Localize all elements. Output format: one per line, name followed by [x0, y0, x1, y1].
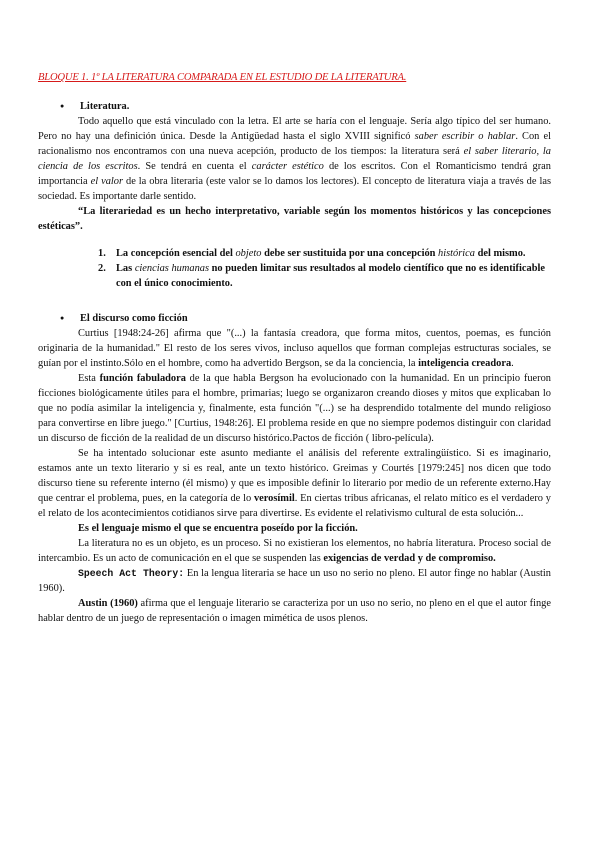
paragraph-funcion-fabuladora: Esta función fabuladora de la que habla Bergson ha evolucionado con la humanidad. En un principio fueron ficciones biológicamente útiles para el hombre, primarias; luego se organizaron creando dioses y mitos que explicaban lo que no podía asimilar la inteligencia y, finalmente, esta función "(...) se ha desprendido totalmente del mundo religioso para convertirse en libre juego." [Curtius, 1948:26]. El problema reside en que no siempre podemos distinguir con claridad un discurso de ficción de la realidad de un discurso histórico.Pactos de ficción ( libro-película). — [38, 373, 551, 444]
paragraph-literatura: Todo aquello que está vinculado con la letra. El arte se haría con el lenguaje. Sería algo típico del ser humano. Pero no hay una definición única. Desde la Antigüedad hasta el siglo XVIII significó saber escribir o hablar. Con el racionalismo nos encontramos con una nueva acepción, producto de los tiempos: la literatura será el saber literario, la ciencia de los escritos. Se tendrá en cuenta el carácter estético de los escritos. Con el Romanticismo tendrá gran importancia el valor de la obra literaria (este valor se lo damos los lectores). El concepto de literatura viaja a través de las sociedad. Es importante darle sentido. — [38, 116, 552, 202]
list-item: 2. Las ciencias humanas no pueden limitar sus resultados al modelo científico que no es identificable con el único conocimiento. — [98, 263, 545, 289]
paragraph-lenguaje-ficcion: Es el lenguaje mismo el que se encuentra poseído por la ficción. — [78, 523, 358, 534]
list-item: 1. La concepción esencial del objeto debe ser sustituida por una concepción histórica del mismo. — [98, 248, 526, 259]
page-title: BLOQUE 1. 1º LA LITERATURA COMPARADA EN EL ESTUDIO DE LA LITERATURA. — [38, 72, 407, 83]
paragraph-referente: Se ha intentado solucionar este asunto mediante el análisis del referente extralingüístico. Si es imaginario, estamos ante un texto literario y si es real, ante un texto histórico. Greimas y Courtés [1979:245] nos dicen que todo discurso tiene su referente interno (él mismo) y que es imposible definir lo literario por medio de un referente externo.Hay que centrar el problema, pues, en la categoría de lo verosímil. En ciertas tribus africanas, el relato mítico es el verdadero y el relato de los acontecimientos cotidianos sirve para divertirse. Es evidente el relativismo cultural de esta solución... — [38, 448, 551, 519]
section-heading-literatura: ● Literatura. — [38, 99, 551, 114]
paragraph-curtius: Curtius [1948:24-26] afirma que "(...) la fantasía creadora, que forma mitos, cuentos, poemas, es función originaria de la humanidad." El resto de los seres vivos, incluso aquellos que forman complejas estructuras sociales, se guían por el instinto.Sólo en el hombre, como ha advertido Bergson, se da la conciencia, la inteligencia creadora. — [38, 328, 551, 369]
paragraph-proceso: La literatura no es un objeto, es un proceso. Si no existieran los elementos, no habría literatura. Proceso social de intercambio. Es un acto de comunicación en el que se suspenden las exigencias de verdad y de compromiso. — [38, 538, 551, 564]
paragraph-speech-act: Speech Act Theory: En la lengua literaria se hace un uso no serio no pleno. El autor finge no hablar (Austin 1960). — [38, 568, 551, 594]
paragraph-austin: Austin (1960) afirma que el lenguaje literario se caracteriza por un uso no serio, no pleno en el que el autor finge hablar dentro de un juego de representación o imagen mimética de usos plenos. — [38, 598, 551, 624]
numbered-list — [38, 246, 551, 291]
quote-literariedad: “La literariedad es un hecho interpretativo, variable según los momentos históricos y las concepciones estéticas”. — [38, 206, 551, 232]
section-heading-discurso: ● El discurso como ficción — [38, 311, 551, 326]
document-page — [38, 70, 551, 626]
